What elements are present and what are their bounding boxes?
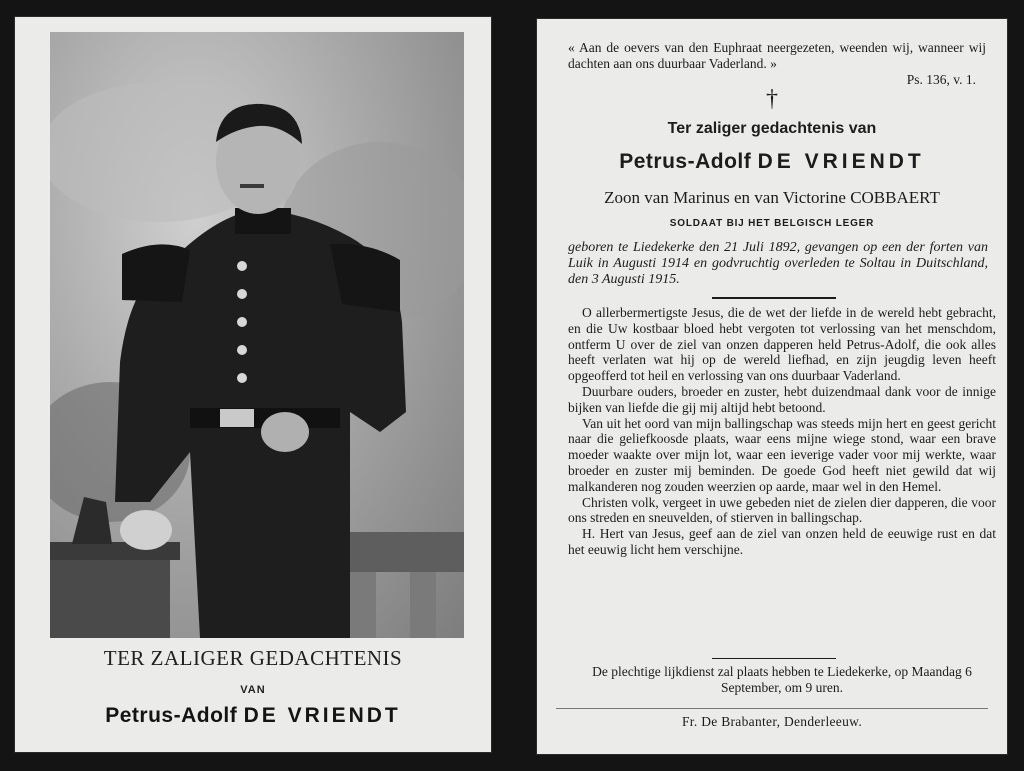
soldier-portrait-photo <box>50 32 464 638</box>
prayer-paragraph: Christen volk, vergeet in uwe gebeden niet de zielen dier dapperen, die voor ons streden en sneuvelden, of stierven in ballingschap. <box>568 494 996 526</box>
memorial-caption-van: VAN <box>240 684 266 696</box>
soldier-portrait-image <box>50 32 464 638</box>
divider-rule <box>712 658 836 659</box>
military-rank: SOLDAAT BIJ HET BELGISCH LEGER <box>669 218 875 229</box>
memorial-card-front <box>14 16 492 753</box>
parents-line: Zoon van Marinus en van Victorine COBBAERT <box>604 188 940 207</box>
prayer-text <box>568 305 996 558</box>
prayer-paragraph: Van uit het oord van mijn ballingschap was steeds mijn hert en geest gericht naar die geliefkoosde plaats, waar eens mijne wiege stond, waar een brave moeder waakte over mijn lot, waar een ieverige vader voor mij werkte, waar broeder en zuster mij beminden. De goede God heeft niet gewild dat wij malkanderen nog zouden weerzien op aarde, maar wel in den Hemel. <box>568 415 996 494</box>
memorial-caption-title: TER ZALIGER GEDACHTENIS <box>103 646 403 670</box>
divider-rule <box>556 708 988 709</box>
funeral-service-notice: De plechtige lijkdienst zal plaats hebben te Liedekerke, op Maandag 6 September, om 9 uren. <box>592 664 972 695</box>
deceased-given-name: Petrus-Adolf <box>105 704 238 727</box>
psalm-reference: Ps. 136, v. 1. <box>906 72 976 87</box>
deceased-name-back <box>536 150 1008 174</box>
memorial-heading: Ter zaliger gedachtenis van <box>667 120 877 137</box>
deceased-surname: DE VRIENDT <box>757 150 925 173</box>
deceased-name-front <box>14 704 492 728</box>
deceased-surname: DE VRIENDT <box>243 704 401 727</box>
deceased-given-name: Petrus-Adolf <box>619 150 752 173</box>
prayer-paragraph: O allerbermertigste Jesus, die de wet der liefde in de wereld hebt gebracht, en die Uw kostbaar bloed hebt vergoten tot verlossing van het menschdom, ontferm U over de ziel van onzen dapperen held Petrus-Adolf, die ook alles heeft verlaten wat hij op de wereld liefhad, en zijn jeugdig leven heeft opgeofferd tot heil en verlossing van ons duurbaar Vaderland. <box>568 305 996 384</box>
printer-credit: Fr. De Brabanter, Denderleeuw. <box>681 714 863 729</box>
cross-icon: † <box>766 86 778 112</box>
biography-text: geboren te Liedekerke den 21 Juli 1892, gevangen op een der forten van Luik in Augusti 1914 en godvruchtig overleden te Soltau in Duitschland, den 3 Augusti 1915. <box>568 240 988 287</box>
prayer-paragraph: H. Hert van Jesus, geef aan de ziel van onzen held de eeuwige rust en dat het eeuwig licht hem verschijne. <box>568 526 996 557</box>
divider-rule <box>712 297 836 299</box>
memorial-card-back <box>536 18 1008 755</box>
psalm-quote: « Aan de oevers van den Euphraat neergezeten, weenden wij, wanneer wij dachten aan ons duurbaar Vaderland. » <box>568 40 986 71</box>
prayer-paragraph: Duurbare ouders, broeder en zuster, hebt duizendmaal dank voor de innige bijken van liefde die gij mij altijd hebt betoond. <box>568 383 996 415</box>
